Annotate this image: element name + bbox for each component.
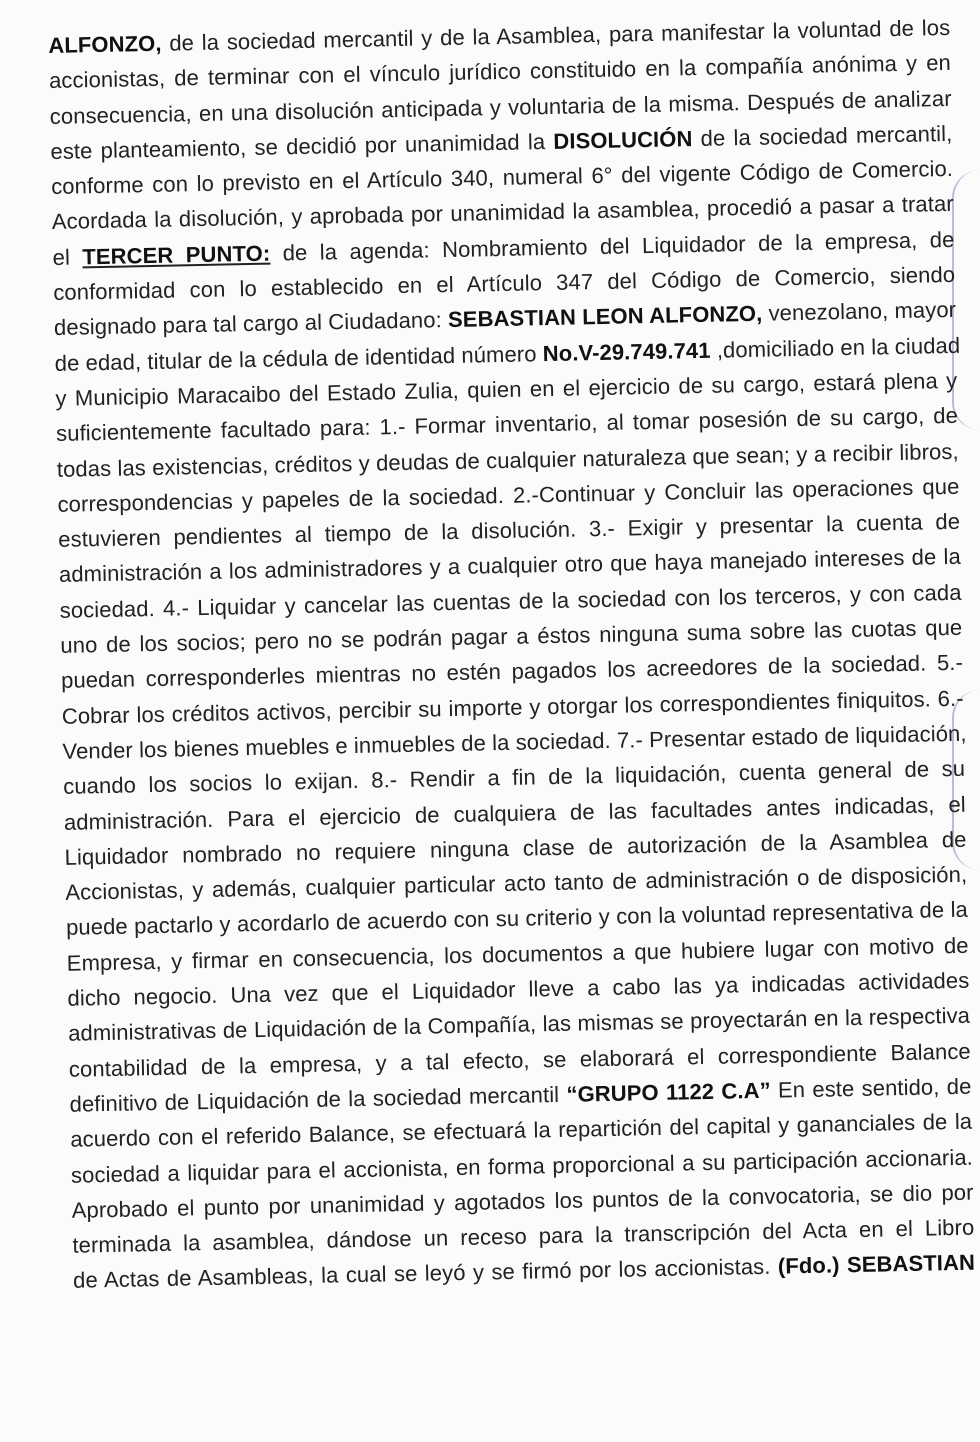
line-text: administración. Para el ejercicio de cualquiera de las facultades antes indicadas, el: [63, 791, 967, 835]
bold-text: (Fdo.) SEBASTIAN: [777, 1250, 976, 1279]
line-text: terminada la asamblea, dándose un receso para la transcripción del Acta en el Libro: [72, 1214, 975, 1258]
line-text: de edad, titular de la cédula de identidad número: [54, 340, 537, 376]
line-text: puede pactarlo y acordarlo de acuerdo con su criterio y con la voluntad representativa de la: [65, 897, 969, 941]
line-text: el: [52, 244, 71, 270]
document-body: [48, 10, 975, 1299]
line-text: ,domiciliado en la ciudad: [716, 332, 961, 363]
line-text: puedan corresponderles mientras no estén pagados los acreedores de la sociedad. 5.-: [60, 650, 964, 694]
line-text: este planteamiento, se decidió por unanimidad la: [50, 128, 546, 164]
line-text: correspondencias y papeles de la sociedad. 2.-Continuar y Concluir las operaciones que: [57, 473, 960, 517]
line-text: acuerdo con el referido Balance, se efectuará la repartición del capital y gananciales de la: [70, 1108, 973, 1152]
line-text: Liquidador nombrado no requiere ninguna clase de autorización de la Asamblea de: [64, 826, 967, 870]
line-text: Cobrar los créditos activos, percibir su importe y otorgar los correspondientes finiquitos. 6.-: [61, 685, 964, 729]
line-text: contabilidad de la empresa, y a tal efecto, se elaborará el correspondiente Balance: [68, 1038, 971, 1082]
line-text: estuvieren pendientes al tiempo de la disolución. 3.- Exigir y presentar la cuenta de: [58, 508, 961, 553]
line-text: venezolano, mayor: [768, 297, 957, 326]
line-text: de Actas de Asambleas, la cual se leyó y se firmó por los accionistas.: [72, 1254, 771, 1294]
line-text: y Municipio Maracaibo del Estado Zulia, quien en el ejercicio de su cargo, estará plena y: [55, 367, 958, 411]
line-text: sociedad a liquidar para el accionista, en forma proporcional a su participación accionaria.: [70, 1144, 974, 1188]
line-text: administración a los administradores y a cualquier otro que haya manejado intereses de la: [58, 544, 962, 588]
line-text: de la sociedad mercantil,: [700, 120, 953, 151]
line-text: de la agenda: Nombramiento del Liquidador de la empresa, de: [282, 226, 955, 266]
line-text: de la sociedad mercantil y de la Asamblea, para manifestar la voluntad de los: [169, 14, 951, 56]
bold-text: ALFONZO,: [48, 30, 162, 58]
bold-text: No.V-29.749.741: [542, 337, 711, 366]
line-text: accionistas, de terminar con el vínculo jurídico constituido en la compañía anónima y en: [48, 50, 952, 94]
bleed-through-text: [60, 1408, 920, 1430]
underline: [82, 240, 270, 269]
line-text: designado para tal cargo al Ciudadano:: [53, 307, 443, 341]
bold-text: SEBASTIAN LEON ALFONZO,: [447, 301, 763, 333]
line-text: suficientemente facultado para: 1.- Formar inventario, al tomar posesión de su cargo, de: [55, 403, 959, 447]
line-text: Vender los bienes muebles e inmuebles de la sociedad. 7.- Presentar estado de liquidación,: [62, 720, 967, 764]
line-text: conforme con lo previsto en el Artículo 340, numeral 6° del vigente Código de Comercio.: [50, 156, 954, 200]
line-text: sociedad. 4.- Liquidar y cancelar las cuentas de la sociedad con los terceros, y con cada: [59, 579, 962, 623]
line-text: Empresa, y firmar en consecuencia, los documentos a que hubiere lugar con motivo de: [66, 932, 969, 976]
line-text: Aprobado el punto por unanimidad y agotados los puntos de la convocatoria, se dio por: [71, 1179, 974, 1223]
line-text: dicho negocio. Una vez que el Liquidador lleve a cabo las ya indicadas actividades: [67, 967, 970, 1011]
line-text: uno de los socios; pero no se podrán pagar a éstos ninguna suma sobre las cuotas que: [60, 614, 963, 658]
bold-text: DISOLUCIÓN: [553, 125, 693, 154]
line-text: definitivo de Liquidación de la sociedad mercantil: [69, 1081, 560, 1117]
section-heading: TERCER PUNTO:: [82, 240, 271, 270]
bold-text: “GRUPO 1122 C.A”: [566, 1077, 771, 1107]
line-text: Accionistas, y además, cualquier particular acto tanto de administración o de disposición,: [65, 861, 968, 905]
line-text: Acordada la disolución, y aprobada por unanimidad la asamblea, procedió a pasar a tratar: [51, 191, 954, 235]
line-text: conformidad con lo establecido en el Artículo 347 del Código de Comercio, siendo: [53, 261, 956, 306]
line-text: consecuencia, en una disolución anticipada y voluntaria de la misma. Después de analizar: [49, 85, 952, 129]
line-text: todas las existencias, créditos y deudas de cualquier naturaleza que sean; y a recibir libros,: [56, 438, 959, 482]
line-text: administrativas de Liquidación de la Compañía, las mismas se proyectarán en la respectiva: [67, 1003, 971, 1047]
line-text: En este sentido, de: [777, 1073, 972, 1103]
line-text: cuando los socios lo exijan. 8.- Rendir a fin de la liquidación, cuenta general de su: [62, 755, 966, 800]
